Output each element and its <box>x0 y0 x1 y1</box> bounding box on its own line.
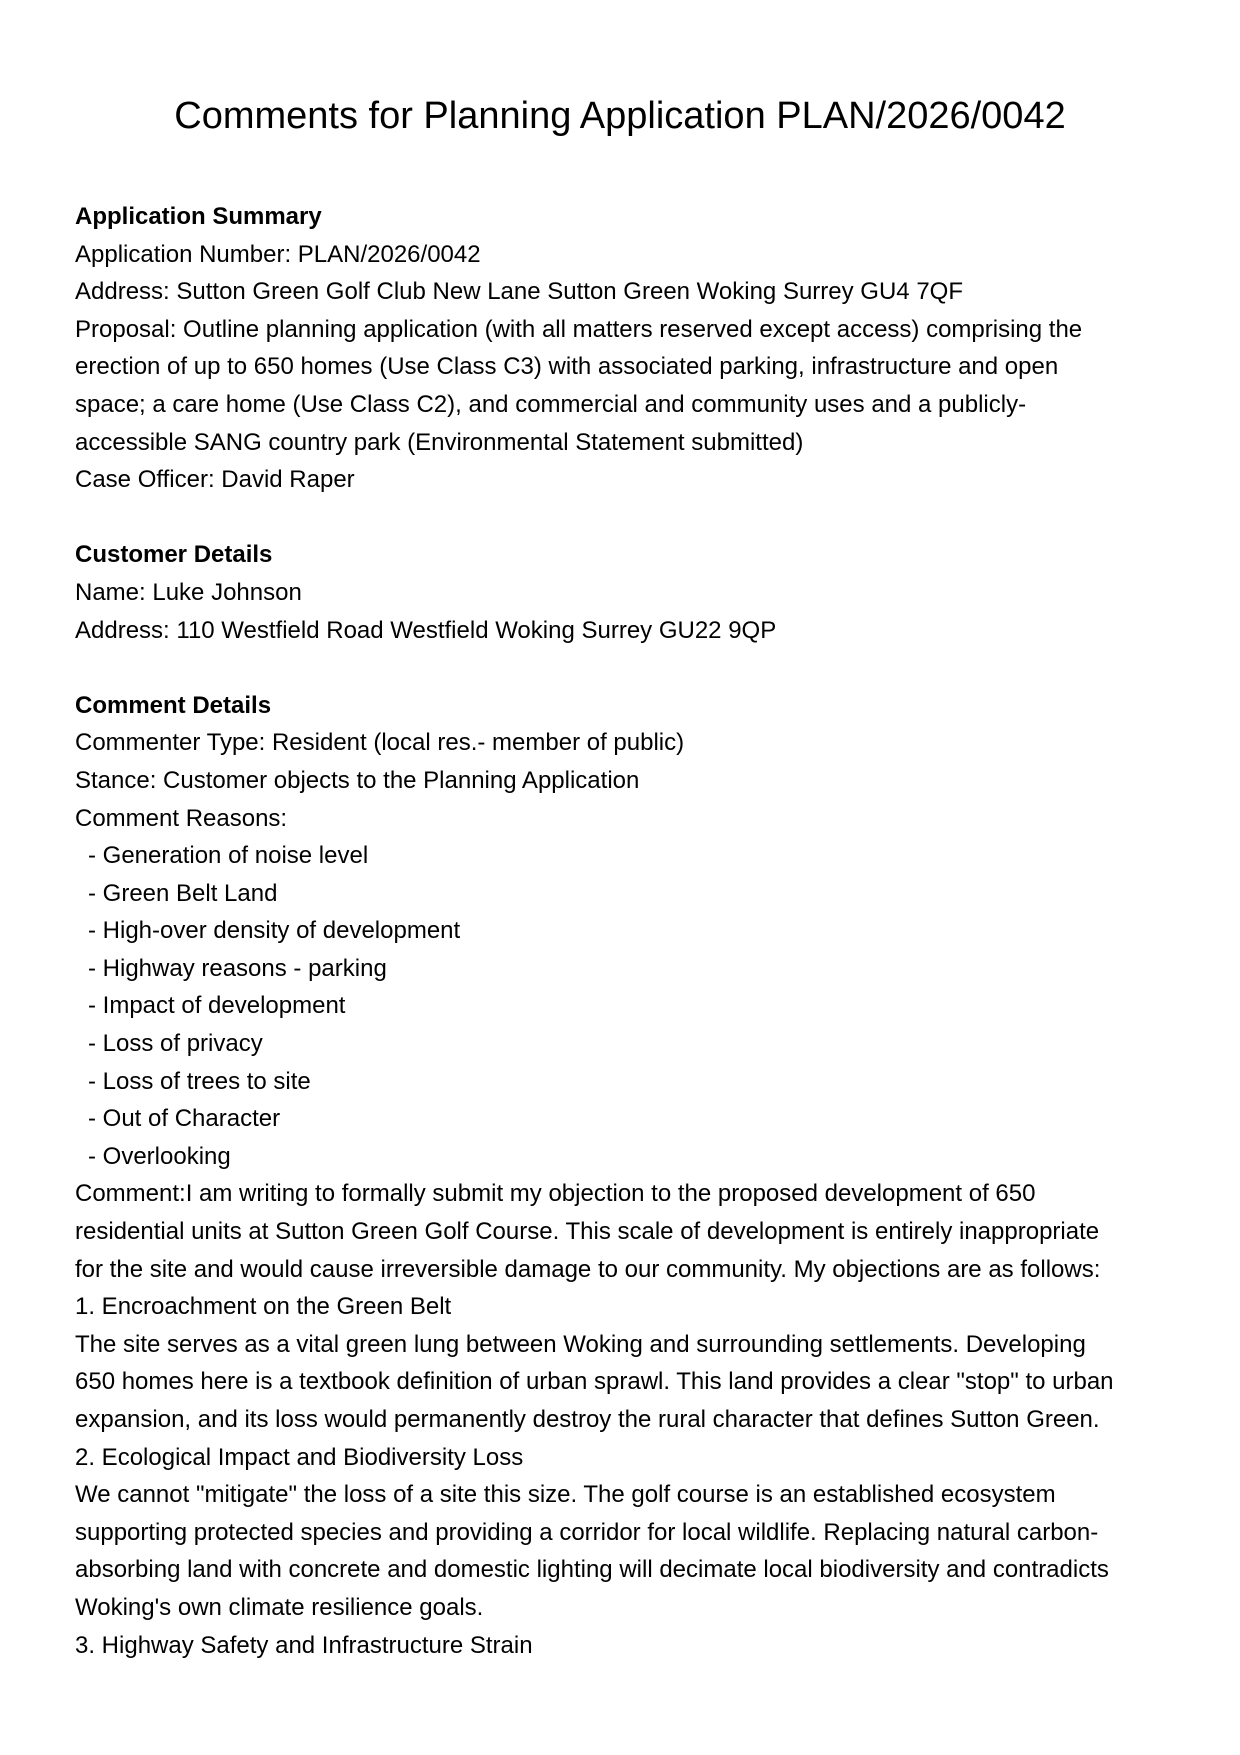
comment-subheading: 3. Highway Safety and Infrastructure Strain <box>75 1631 533 1659</box>
comment-text-line: 650 homes here is a textbook definition of urban sprawl. This land provides a clear "stop" to urban <box>75 1368 1114 1396</box>
stance: Stance: Customer objects to the Planning Application <box>75 766 640 794</box>
comment-text-line: residential units at Sutton Green Golf Course. This scale of development is entirely inappropriate <box>75 1218 1100 1246</box>
comment-reason-item: - Generation of noise level <box>88 842 369 870</box>
comment-reasons-label: Comment Reasons: <box>75 804 288 832</box>
comment-text-line: We cannot "mitigate" the loss of a site this size. The golf course is an established ecosystem <box>75 1481 1056 1509</box>
customer-name: Name: Luke Johnson <box>75 578 302 606</box>
comment-reason-item: - High-over density of development <box>88 917 461 945</box>
case-officer: Case Officer: David Raper <box>75 466 355 494</box>
proposal-line: space; a care home (Use Class C2), and commercial and community uses and a publicly- <box>75 390 1027 418</box>
commenter-type: Commenter Type: Resident (local res.- member of public) <box>75 729 685 757</box>
section-spacer <box>75 499 1175 537</box>
document-body <box>75 198 1175 1664</box>
customer-details-section <box>75 536 1175 649</box>
proposal-line: erection of up to 650 homes (Use Class C3) with associated parking, infrastructure and open <box>75 353 1059 381</box>
comment-text-line: The site serves as a vital green lung between Woking and surrounding settlements. Developing <box>75 1330 1086 1358</box>
comment-text-line: for the site and would cause irreversible damage to our community. My objections are as follows: <box>75 1255 1101 1283</box>
comment-text-line: Comment:I am writing to formally submit my objection to the proposed development of 650 <box>75 1180 1036 1208</box>
comment-reason-item: - Loss of privacy <box>88 1030 263 1058</box>
comment-reason-item: - Impact of development <box>88 992 346 1020</box>
page-title: Comments for Planning Application PLAN/2026/0042 <box>174 95 1066 137</box>
section-spacer <box>75 649 1175 687</box>
comment-text-line: Woking's own climate resilience goals. <box>75 1593 484 1621</box>
comment-text-line: supporting protected species and providing a corridor for local wildlife. Replacing natural carbon- <box>75 1518 1099 1546</box>
comment-text-line: absorbing land with concrete and domestic lighting will decimate local biodiversity and contradicts <box>75 1556 1109 1584</box>
proposal-line: accessible SANG country park (Environmental Statement submitted) <box>75 428 804 456</box>
comment-text-line: expansion, and its loss would permanently destroy the rural character that defines Sutton Green. <box>75 1406 1100 1433</box>
proposal-line: Proposal: Outline planning application (with all matters reserved except access) comprising the <box>75 315 1083 343</box>
application-summary-heading: Application Summary <box>75 203 322 230</box>
comment-reason-item: - Loss of trees to site <box>88 1067 311 1095</box>
comment-reason-item: - Green Belt Land <box>88 879 278 907</box>
application-summary-section <box>75 198 1175 499</box>
comment-subheading: 2. Ecological Impact and Biodiversity Loss <box>75 1443 524 1471</box>
comment-reason-item: - Highway reasons - parking <box>88 954 387 982</box>
comment-reason-item: - Overlooking <box>88 1142 231 1170</box>
comment-subheading: 1. Encroachment on the Green Belt <box>75 1293 452 1321</box>
comment-reason-item: - Out of Character <box>88 1105 281 1133</box>
comment-details-section <box>75 687 1175 1664</box>
comment-details-heading: Comment Details <box>75 691 272 719</box>
application-address: Address: Sutton Green Golf Club New Lane Sutton Green Woking Surrey GU4 7QF <box>75 278 963 306</box>
application-number: Application Number: PLAN/2026/0042 <box>75 240 481 268</box>
customer-details-heading: Customer Details <box>75 541 273 569</box>
customer-address: Address: 110 Westfield Road Westfield Woking Surrey GU22 9QP <box>75 616 777 644</box>
